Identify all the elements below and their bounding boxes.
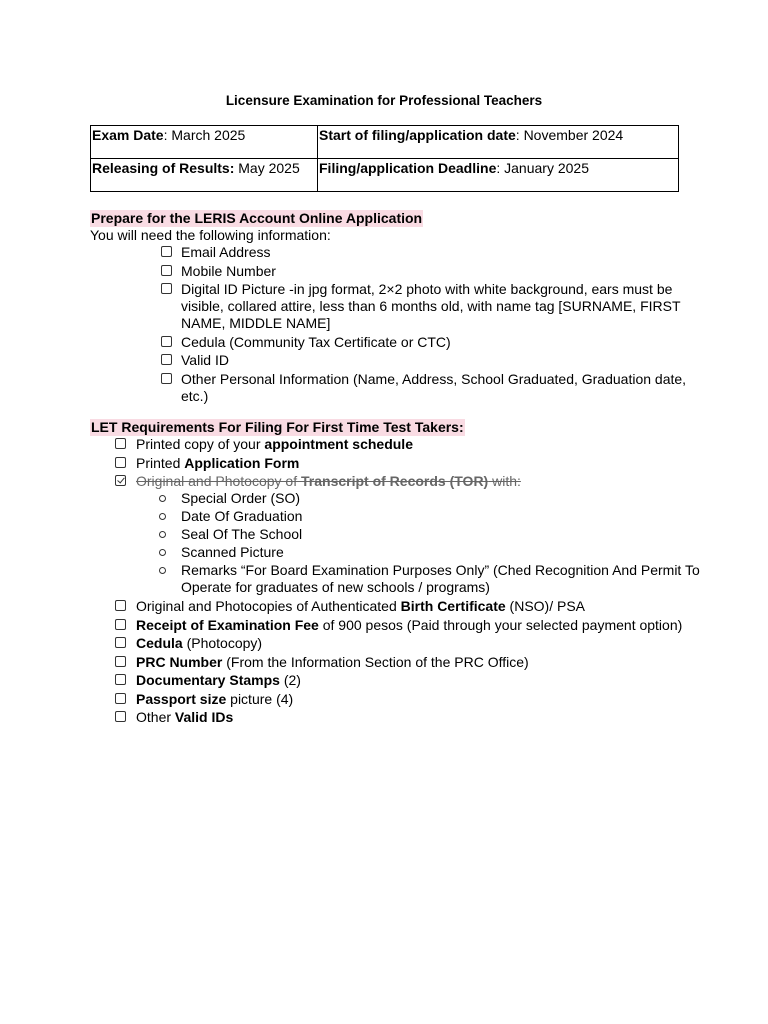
bullet-circle-icon [159, 567, 166, 574]
checkbox[interactable] [115, 674, 126, 685]
exam-schedule-table [90, 125, 679, 192]
item-text: of 900 pesos (Paid through your selected payment option) [318, 616, 683, 633]
list-item-checked [90, 473, 710, 598]
list-item [90, 244, 710, 263]
checkbox[interactable] [115, 619, 126, 630]
checkbox[interactable] [161, 246, 172, 257]
checkbox[interactable] [161, 373, 172, 384]
leris-intro: You will need the following information: [90, 227, 331, 243]
list-item [90, 691, 710, 710]
item-text: picture (4) [226, 690, 294, 707]
checkbox[interactable] [115, 656, 126, 667]
item-bold-text: Documentary Stamps [136, 672, 280, 688]
bullet-circle-icon [159, 495, 166, 502]
list-item [90, 455, 710, 474]
list-item [90, 526, 710, 544]
item-bold-text: Passport size [136, 690, 227, 707]
item-text: (2) [279, 672, 301, 688]
table-row [91, 126, 679, 159]
list-item [90, 352, 710, 371]
results-label: Releasing of Results: [92, 160, 235, 176]
filing-start-value: : November 2024 [515, 127, 624, 143]
list-item [90, 654, 710, 673]
item-bold-text: Birth Certificate [400, 598, 506, 614]
checkbox[interactable] [115, 457, 126, 468]
filing-start-cell [318, 126, 679, 159]
list-item [90, 635, 710, 654]
list-item [90, 598, 710, 617]
checkbox[interactable] [115, 438, 126, 449]
item-bold-text: Application Form [184, 454, 300, 471]
leris-heading: Prepare for the LERIS Account Online Application [91, 210, 423, 226]
leris-section [90, 210, 710, 406]
item-text: with: [488, 473, 521, 489]
list-item-text: Cedula (Community Tax Certificate or CTC) [181, 333, 451, 350]
list-item-text: Other Personal Information (Name, Address, School Graduated, Graduation date, etc.) [181, 370, 687, 404]
list-item-text: Seal Of The School [181, 526, 303, 542]
bullet-circle-icon [159, 531, 166, 538]
item-bold-text: Transcript of Records (TOR) [301, 473, 489, 489]
list-item-text: Special Order (SO) [181, 490, 301, 506]
list-item [90, 544, 710, 562]
leris-checklist [90, 244, 710, 406]
list-item [90, 490, 710, 508]
item-bold-text: Cedula [136, 635, 183, 651]
list-item [90, 709, 710, 728]
tor-sublist [90, 490, 710, 597]
item-bold-text: Valid IDs [174, 709, 234, 725]
list-item [90, 508, 710, 526]
item-text-struck [136, 473, 521, 489]
bullet-circle-icon [159, 549, 166, 556]
exam-date-label: Exam Date [92, 127, 164, 143]
checkbox[interactable] [161, 354, 172, 365]
item-text: Original and Photocopies of Authenticated [136, 598, 401, 614]
item-text: (From the Information Section of the PRC Office) [222, 653, 529, 670]
deadline-cell [318, 159, 679, 192]
item-text: Printed [136, 454, 185, 471]
list-item [90, 281, 710, 334]
list-item [90, 334, 710, 353]
exam-date-cell [91, 126, 318, 159]
item-text: Original and Photocopy of [136, 473, 301, 489]
list-item [90, 263, 710, 282]
bullet-circle-icon [159, 513, 166, 520]
checkbox[interactable] [115, 711, 126, 722]
exam-date-value: : March 2025 [163, 127, 246, 143]
item-text: Other [136, 709, 175, 725]
checkbox[interactable] [161, 336, 172, 347]
item-bold-text: Receipt of Examination Fee [136, 616, 319, 633]
item-text: (Photocopy) [182, 635, 263, 651]
deadline-value: : January 2025 [496, 160, 589, 176]
list-item [90, 436, 710, 455]
results-value: May 2025 [234, 160, 300, 176]
checkbox[interactable] [115, 600, 126, 611]
checkbox-checked[interactable] [115, 475, 126, 486]
list-item [90, 371, 710, 407]
list-item-text: Date Of Graduation [181, 508, 303, 524]
item-text: (NSO)/ PSA [505, 598, 586, 614]
checkbox[interactable] [115, 693, 126, 704]
results-cell [91, 159, 318, 192]
page-title: Licensure Examination for Professional Teachers [225, 93, 543, 108]
item-bold-text: PRC Number [136, 653, 223, 670]
let-section [90, 419, 710, 728]
let-heading: LET Requirements For Filing For First Time Test Takers: [91, 419, 464, 435]
list-item [90, 617, 710, 636]
checkbox[interactable] [161, 265, 172, 276]
let-checklist [90, 436, 710, 728]
list-item-text: Email Address [181, 244, 271, 260]
list-item [90, 672, 710, 691]
table-row [91, 159, 679, 192]
item-text: Printed copy of your [136, 436, 265, 452]
list-item-text: Remarks “For Board Examination Purposes Only” (Ched Recognition And Permit To Operate for graduates of new schools / programs) [181, 562, 700, 595]
list-item-text: Valid ID [181, 352, 229, 368]
item-bold-text: appointment schedule [264, 436, 413, 452]
list-item-text: Scanned Picture [181, 544, 284, 560]
checkbox[interactable] [115, 637, 126, 648]
list-item [90, 562, 710, 597]
filing-start-label: Start of filing/application date [319, 127, 516, 143]
list-item-text: Mobile Number [181, 262, 276, 279]
list-item-text: Digital ID Picture -in jpg format, 2×2 photo with white background, ears must be visible, collared attire, less than 6 months old, with name tag [SURNAME, FIRST NAME, MIDDLE NAME] [181, 281, 681, 331]
deadline-label: Filing/application Deadline [319, 160, 497, 176]
checkbox[interactable] [161, 283, 172, 294]
